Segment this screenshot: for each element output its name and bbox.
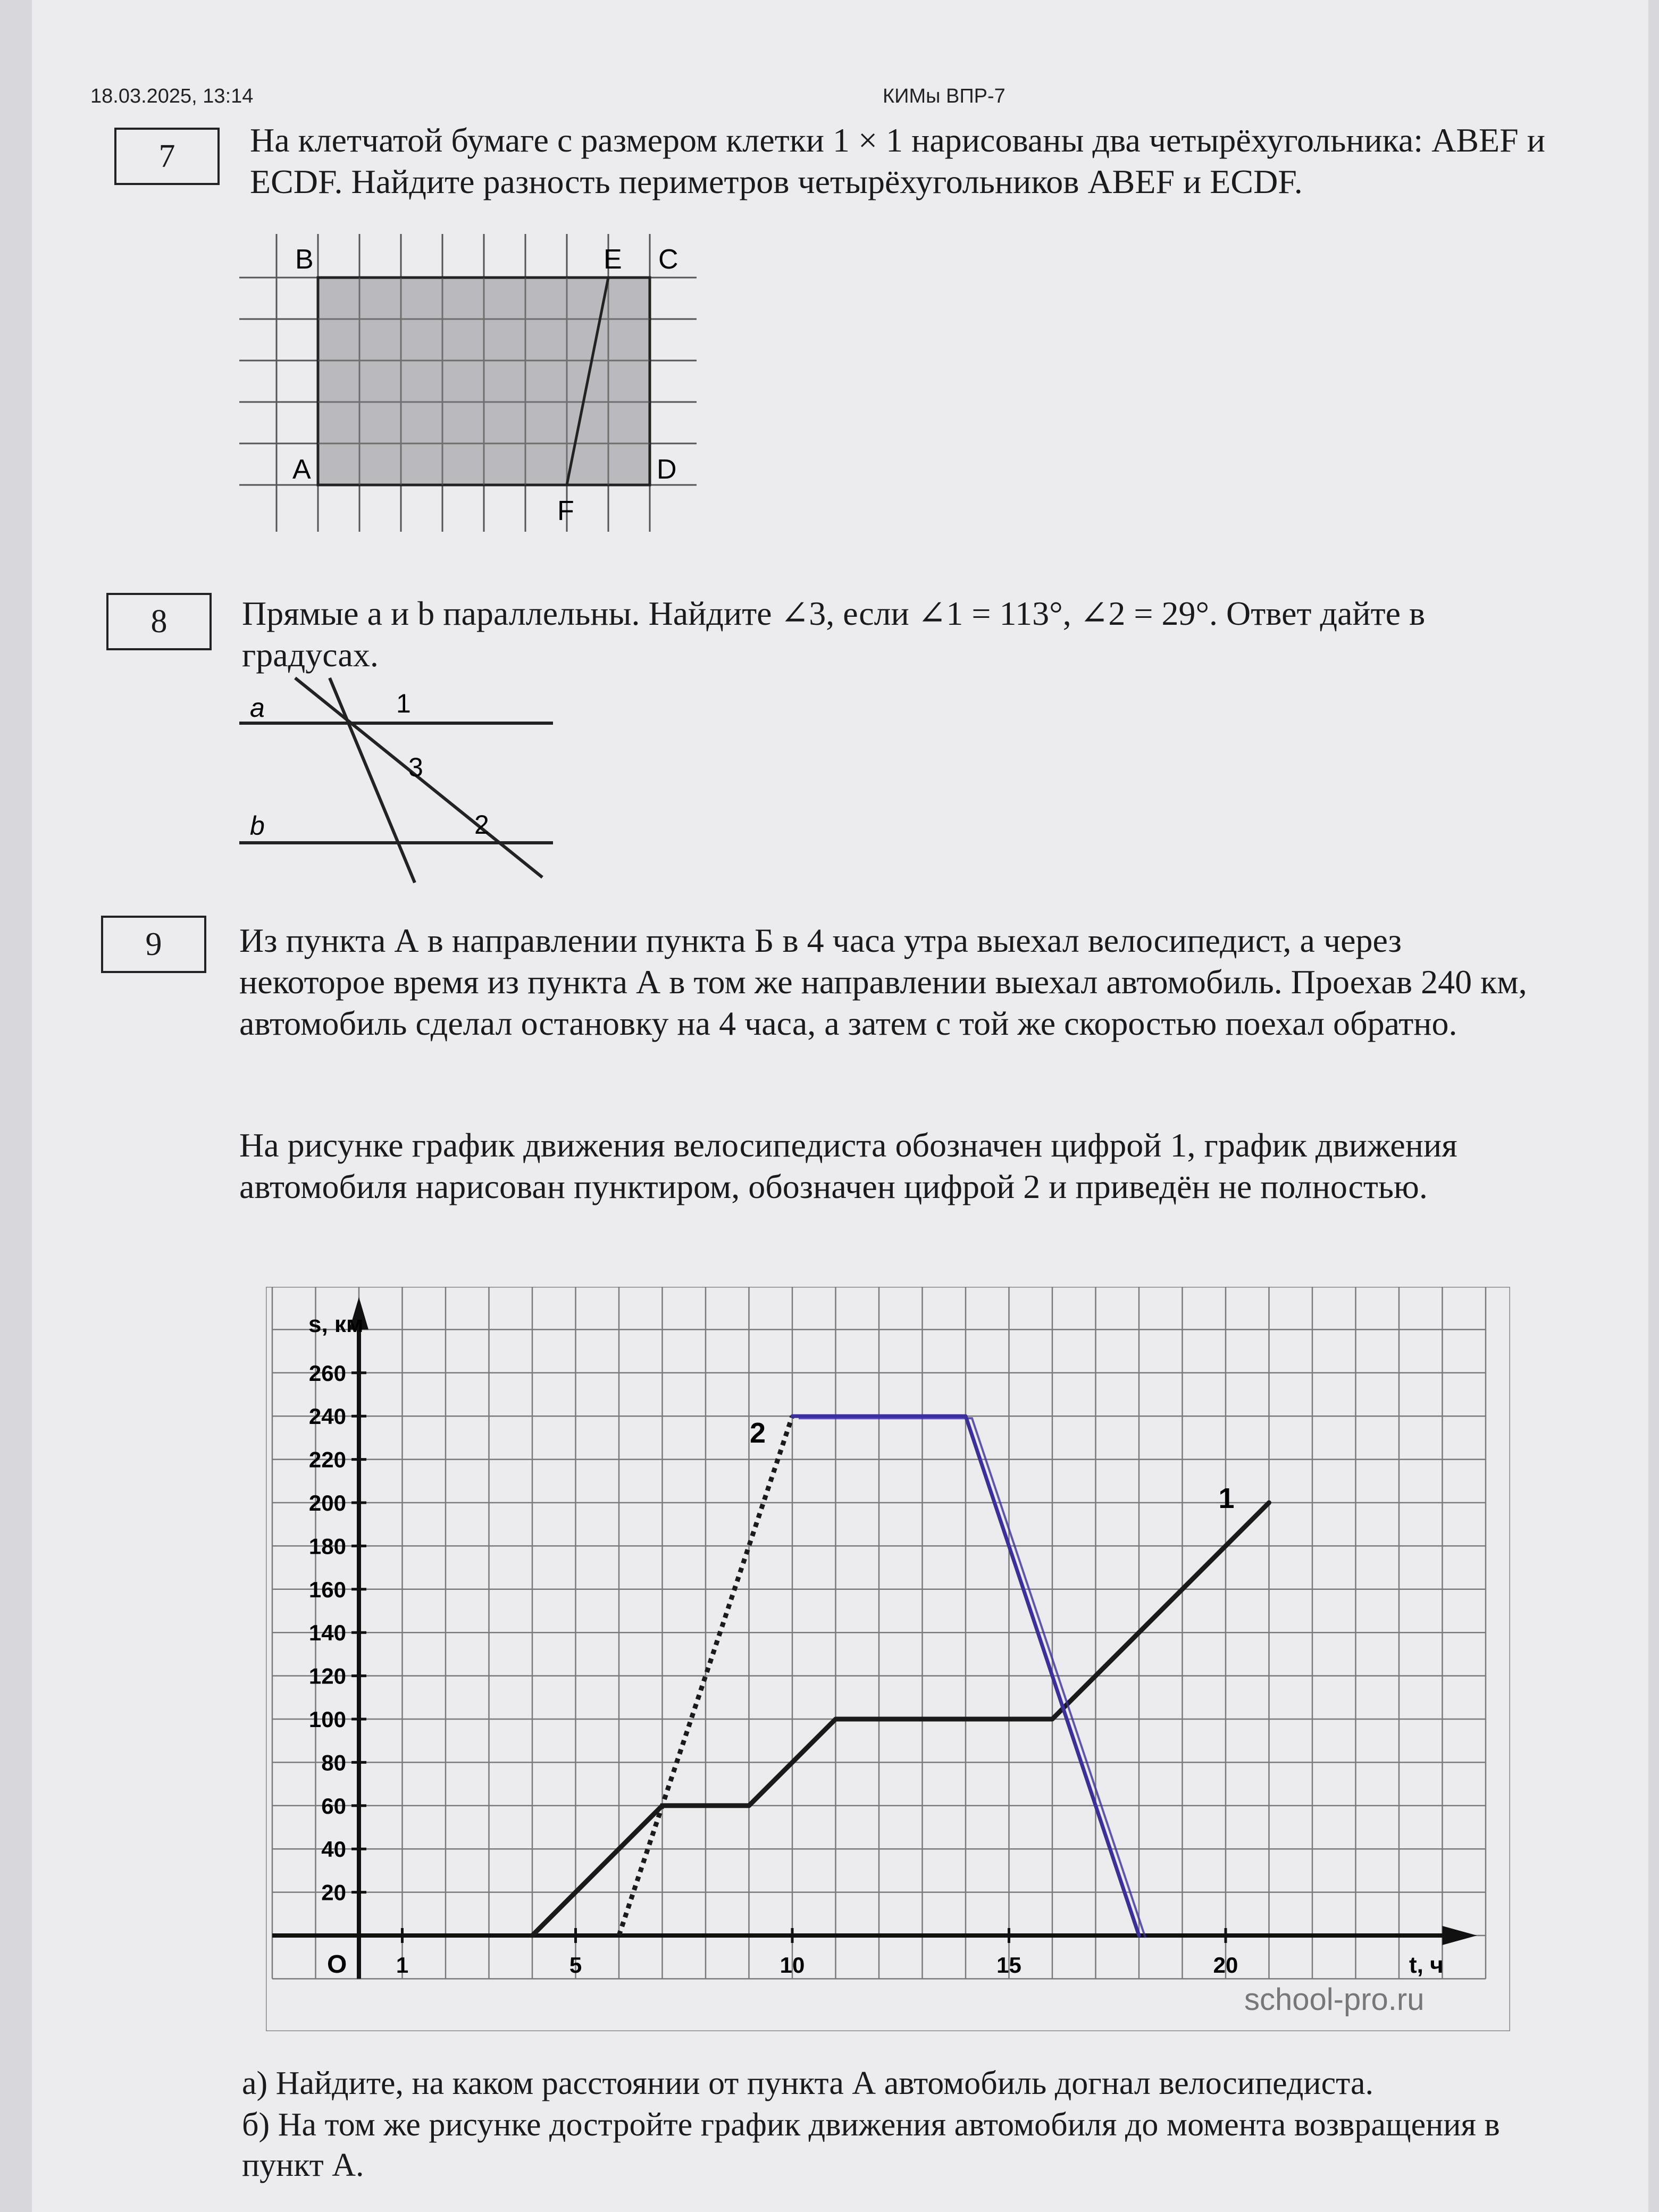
worksheet-page — [32, 0, 1648, 2212]
document-title: КИМы ВПР-7 — [883, 85, 1006, 107]
task-7-figure — [234, 234, 702, 537]
label-angle-1: 1 — [396, 689, 411, 718]
task-9-paragraph-1: Из пункта А в направлении пункта Б в 4 часа утра выехал велосипедист, а через некоторое время из пункта А в том же направлении выехал автомобиль. Проехав 240 км, автомобиль сделал остановку на 4 часа, а затем с той же скоростью поехал обратно. — [239, 921, 1527, 1042]
x-tick-label: 5 — [569, 1953, 582, 1978]
task-8-text: Прямые a и b параллельны. Найдите ∠3, если ∠1 = 113°, ∠2 = 29°. Ответ дайте в градусах. — [242, 594, 1426, 674]
question-b: б) На том же рисунке достройте график движения автомобиля до момента возвращения в пункт А. — [242, 2107, 1500, 2183]
task-7-text: На клетчатой бумаге с размером клетки 1 × 1 нарисованы два четырёхугольника: ABEF и ECDF. Найдите разность периметров четырёхугольников ABEF и ECDF. — [250, 121, 1545, 200]
label-angle-2: 2 — [474, 810, 489, 840]
y-tick-label: 100 — [308, 1707, 346, 1732]
motion-graph — [266, 1287, 1510, 2031]
y-tick-label: 60 — [321, 1793, 346, 1819]
task-9-number: 9 — [101, 916, 206, 973]
series-1-label: 1 — [1218, 1482, 1235, 1514]
y-axis-label: s, км — [308, 1311, 364, 1337]
task-8-number: 8 — [106, 593, 212, 650]
label-b-line: b — [250, 811, 265, 841]
task-9-paragraph-2: На рисунке график движения велосипедиста обозначен цифрой 1, график движения автомобиля нарисован пунктиром, обозначен цифрой 2 и приведён не полностью. — [239, 1126, 1457, 1205]
task-7-number: 7 — [114, 128, 220, 185]
watermark: school-pro.ru — [1244, 1982, 1425, 2017]
y-tick-label: 80 — [321, 1750, 346, 1775]
y-tick-label: 40 — [321, 1837, 346, 1862]
y-tick-label: 120 — [308, 1663, 346, 1689]
label-e: E — [604, 244, 622, 275]
x-axis-label: t, ч — [1409, 1952, 1444, 1978]
label-a: A — [292, 454, 311, 485]
y-tick-label: 160 — [308, 1577, 346, 1602]
y-tick-label: 140 — [308, 1620, 346, 1646]
y-tick-label: 240 — [308, 1404, 346, 1429]
label-a-line: a — [250, 693, 265, 723]
label-b: B — [295, 244, 314, 275]
label-c: C — [658, 244, 678, 275]
x-tick-label: 1 — [396, 1953, 409, 1978]
label-d: D — [657, 454, 677, 485]
label-f: F — [557, 496, 574, 526]
x-tick-label: 10 — [780, 1953, 805, 1978]
y-tick-label: 200 — [308, 1490, 346, 1515]
origin-label: O — [327, 1950, 347, 1979]
y-tick-label: 260 — [308, 1360, 346, 1386]
y-tick-label: 20 — [321, 1880, 346, 1905]
x-tick-label: 15 — [996, 1953, 1021, 1978]
label-angle-3: 3 — [408, 752, 423, 782]
y-tick-label: 220 — [308, 1447, 346, 1472]
x-tick-label: 20 — [1213, 1953, 1238, 1978]
print-timestamp: 18.03.2025, 13:14 — [90, 85, 254, 107]
y-tick-label: 180 — [308, 1534, 346, 1559]
task-8-figure — [234, 670, 617, 893]
series-2-label: 2 — [750, 1417, 766, 1449]
question-a: а) Найдите, на каком расстоянии от пункта А автомобиль догнал велосипедиста. — [242, 2065, 1373, 2101]
